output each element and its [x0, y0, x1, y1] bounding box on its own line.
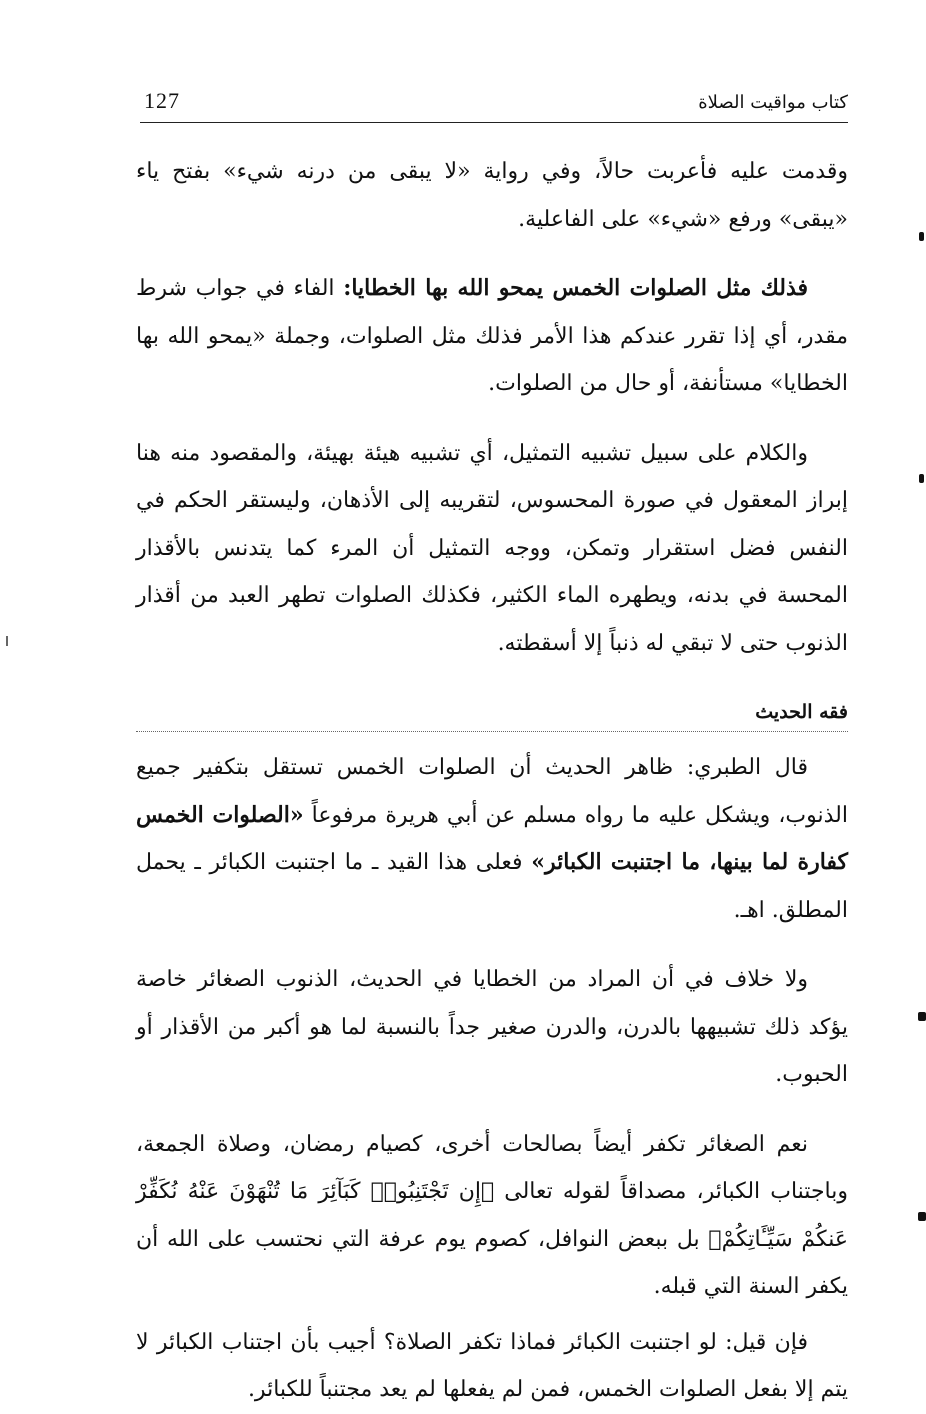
paragraph-text: قال الطبري: ظاهر الحديث أن الصلوات الخمس تستقل بتكفير جميع الذنوب، ويشكل عليه ما رواه مسلم عن أبي هريرة مرفوعاً — [136, 755, 848, 828]
paragraph-text: نعم الصغائر تكفر أيضاً بصالحات أخرى، كصيام رمضان، وصلاة الجمعة، وباجتناب الكبائر، مصداقاً لقوله تعالى — [136, 1131, 848, 1204]
section-paragraph-3 — [136, 1121, 848, 1311]
hadith-quote: «الصلوات الخمس كفارة لما بينها، ما اجتنبت الكبائر» — [136, 801, 848, 875]
section-paragraph-2: ولا خلاف في أن المراد من الخطايا في الحديث، الذنوب الصغائر خاصة يؤكد ذلك تشبيهها بالدرن، والدرن صغير جداً بالنسبة لما هو أكبر من الأقذار أو الحبوب. — [136, 967, 848, 1087]
margin-mark — [919, 232, 924, 241]
quran-verse: ﴿إِن تَجْتَنِبُوا۟ كَبَآئِرَ مَا تُنْهَوْنَ عَنْهُ نُكَفِّرْ عَنكُمْ سَيِّـَٔاتِكُمْ﴾ — [136, 1179, 848, 1252]
paragraph-text: الفاء في جواب شرط مقدر، أي إذا تقرر عندكم هذا الأمر فذلك مثل الصلوات، وجملة «يمحو الله بها الخطايا» مستأنفة، أو حال من الصلوات. — [136, 276, 848, 396]
margin-tick — [6, 636, 8, 646]
paragraph-lead: فذلك مثل الصلوات الخمس يمحو الله بها الخطايا: — [343, 275, 809, 301]
page-body — [136, 148, 848, 1414]
running-title: كتاب مواقيت الصلاة — [698, 92, 848, 113]
paragraph-1: وقدمت عليه فأعربت حالاً، وفي رواية «لا يبقى من درنه شيء» بفتح ياء «يبقى» ورفع «شيء» على الفاعلية. — [136, 159, 848, 232]
page-header — [140, 86, 848, 123]
section-paragraph-4: فإن قيل: لو اجتنبت الكبائر فماذا تكفر الصلاة؟ أجيب بأن اجتناب الكبائر لا يتم إلا بفعل الصلوات الخمس، فمن لم يفعلها لم يعد مجتنباً للكبائر. — [136, 1329, 848, 1402]
section-heading: فقه الحديث — [136, 697, 848, 732]
margin-mark — [918, 1212, 926, 1221]
paragraph-3: والكلام على سبيل تشبيه التمثيل، أي تشبيه هيئة بهيئة، والمقصود منه هنا إبراز المعقول في صورة المحسوس، لتقريبه إلى الأذهان، وليستقر الحكم في النفس فضل استقرار وتمكن، ووجه التمثيل أن المرء كما يتدنس بالأقذار المحسة في بدنه، ويطهره الماء الكثير، فكذلك الصلوات تطهر العبد من أقذار الذنوب حتى لا تبقي له ذنباً إلا أسقطته. — [136, 440, 848, 656]
section-paragraph-1 — [136, 744, 848, 934]
margin-mark — [919, 474, 924, 483]
paragraph-2 — [136, 265, 848, 408]
paragraph-text: فعلى هذا القيد ـ ما اجتنبت الكبائر ـ يحمل المطلق. اهـ. — [136, 850, 848, 923]
paragraph-text: بل ببعض النوافل، كصوم يوم عرفة التي نحتسب على الله أن يكفر السنة التي قبله. — [136, 1226, 848, 1299]
page-number: 127 — [144, 88, 180, 113]
margin-mark — [918, 1012, 926, 1021]
